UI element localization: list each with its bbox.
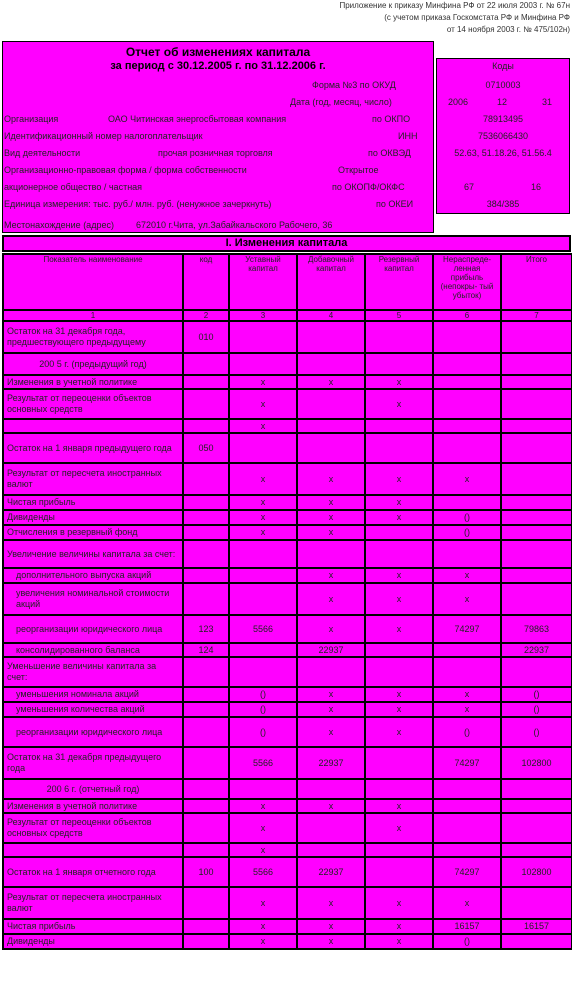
codes-title: Коды bbox=[492, 61, 514, 71]
row-value: x bbox=[297, 887, 365, 919]
row-value: x bbox=[297, 702, 365, 717]
table-row bbox=[3, 389, 572, 419]
row-value: x bbox=[365, 463, 433, 495]
row-value bbox=[501, 433, 572, 463]
row-label: Чистая прибыль bbox=[3, 495, 183, 510]
row-code bbox=[183, 568, 229, 583]
row-value bbox=[229, 540, 297, 568]
row-value bbox=[501, 568, 572, 583]
row-value: x bbox=[229, 375, 297, 389]
row-value: 79863 bbox=[501, 615, 572, 643]
row-value: 22937 bbox=[297, 747, 365, 779]
row-value bbox=[433, 389, 501, 419]
order-note-line-2: (с учетом приказа Госкомстата РФ и Минфина РФ bbox=[384, 13, 570, 22]
row-code bbox=[183, 919, 229, 934]
row-value bbox=[365, 643, 433, 657]
row-value bbox=[501, 321, 572, 353]
row-value bbox=[365, 353, 433, 375]
row-value bbox=[297, 657, 365, 687]
table-row bbox=[3, 687, 572, 702]
table-row bbox=[3, 919, 572, 934]
col-retained-header: Нераспреде- ленная прибыль (непокры- тый убыток) bbox=[433, 254, 501, 310]
row-value: () bbox=[229, 717, 297, 747]
code-month: 12 bbox=[496, 97, 507, 107]
row-label: увеличения номинальной стоимости акций bbox=[3, 583, 183, 615]
row-value: x bbox=[365, 813, 433, 843]
row-value: x bbox=[365, 887, 433, 919]
table-row bbox=[3, 779, 572, 799]
ownership-value: Открытое bbox=[338, 165, 379, 175]
row-value bbox=[297, 540, 365, 568]
row-value bbox=[365, 657, 433, 687]
row-value: x bbox=[433, 687, 501, 702]
row-value: x bbox=[229, 463, 297, 495]
row-value: () bbox=[501, 702, 572, 717]
row-value bbox=[433, 813, 501, 843]
order-note bbox=[250, 0, 570, 36]
row-code bbox=[183, 389, 229, 419]
table-row bbox=[3, 843, 572, 857]
row-value bbox=[365, 857, 433, 887]
code-okfs: 16 bbox=[530, 182, 541, 192]
table-row bbox=[3, 375, 572, 389]
row-value bbox=[501, 389, 572, 419]
code-okpo: 78913495 bbox=[482, 114, 524, 124]
row-value: x bbox=[297, 375, 365, 389]
row-code bbox=[183, 813, 229, 843]
row-value bbox=[365, 843, 433, 857]
row-value: x bbox=[365, 510, 433, 525]
address-label: Местонахождение (адрес) bbox=[4, 220, 114, 230]
col-charter-header: Уставный капитал bbox=[229, 254, 297, 310]
row-value: 16157 bbox=[433, 919, 501, 934]
row-value: () bbox=[433, 525, 501, 540]
okei-label: по ОКЕИ bbox=[376, 199, 414, 209]
code-okei: 384/385 bbox=[486, 199, 520, 209]
row-value: x bbox=[229, 525, 297, 540]
column-number-row bbox=[3, 310, 572, 321]
row-value: x bbox=[433, 702, 501, 717]
date-label: Дата (год, месяц, число) bbox=[290, 97, 392, 107]
row-value bbox=[229, 583, 297, 615]
row-label: Остаток на 31 декабря предыдущего года bbox=[3, 747, 183, 779]
okpo-label: по ОКПО bbox=[372, 114, 411, 124]
row-value: () bbox=[501, 687, 572, 702]
row-label: Остаток на 31 декабря года, предшествующего предыдущему bbox=[3, 321, 183, 353]
row-label: Увеличение величины капитала за счет: bbox=[3, 540, 183, 568]
row-value bbox=[365, 419, 433, 433]
row-value bbox=[229, 643, 297, 657]
section-title: I. Изменения капитала bbox=[2, 235, 571, 252]
row-value: () bbox=[433, 934, 501, 949]
row-value: x bbox=[297, 525, 365, 540]
row-label: Отчисления в резервный фонд bbox=[3, 525, 183, 540]
row-value bbox=[297, 353, 365, 375]
row-label: Чистая прибыль bbox=[3, 919, 183, 934]
row-value bbox=[433, 540, 501, 568]
col-total-header: Итого bbox=[501, 254, 572, 310]
row-code bbox=[183, 687, 229, 702]
table-row bbox=[3, 813, 572, 843]
row-value: 22937 bbox=[297, 857, 365, 887]
row-label: 200 5 г. (предыдущий год) bbox=[3, 353, 183, 375]
row-value bbox=[501, 463, 572, 495]
address-value: 672010 г.Чита, ул.Забайкальского Рабочего, 36 bbox=[136, 220, 333, 230]
row-value bbox=[365, 433, 433, 463]
row-value bbox=[501, 934, 572, 949]
row-value bbox=[501, 657, 572, 687]
table-row bbox=[3, 702, 572, 717]
row-value: x bbox=[297, 919, 365, 934]
row-label bbox=[3, 419, 183, 433]
row-code bbox=[183, 495, 229, 510]
row-value: () bbox=[433, 510, 501, 525]
row-value: x bbox=[297, 717, 365, 747]
row-value bbox=[297, 813, 365, 843]
row-code bbox=[183, 540, 229, 568]
row-label: Изменения в учетной политике bbox=[3, 375, 183, 389]
table-row bbox=[3, 887, 572, 919]
row-label: Изменения в учетной политике bbox=[3, 799, 183, 813]
report-period: за период с 30.12.2005 г. по 31.12.2006 г. bbox=[110, 60, 326, 72]
row-label: дополнительного выпуска акций bbox=[3, 568, 183, 583]
row-value bbox=[501, 843, 572, 857]
row-value bbox=[501, 779, 572, 799]
row-value bbox=[433, 843, 501, 857]
row-value bbox=[501, 525, 572, 540]
row-value: x bbox=[433, 583, 501, 615]
inn-label: Идентификационный номер налогоплательщик bbox=[4, 131, 203, 141]
row-value: x bbox=[297, 568, 365, 583]
organization-label: Организация bbox=[4, 114, 59, 124]
row-value bbox=[501, 375, 572, 389]
row-value: x bbox=[365, 934, 433, 949]
col-number: 7 bbox=[501, 310, 572, 321]
row-value: x bbox=[229, 843, 297, 857]
row-value bbox=[433, 433, 501, 463]
col-number: 6 bbox=[433, 310, 501, 321]
col-indicator-header: Показатель наименование bbox=[3, 254, 183, 310]
row-code bbox=[183, 419, 229, 433]
row-label: Дивиденды bbox=[3, 510, 183, 525]
row-code bbox=[183, 353, 229, 375]
row-value: x bbox=[433, 887, 501, 919]
table-row bbox=[3, 540, 572, 568]
table-row bbox=[3, 657, 572, 687]
row-value: 22937 bbox=[501, 643, 572, 657]
row-value: x bbox=[297, 510, 365, 525]
row-code bbox=[183, 779, 229, 799]
row-value: x bbox=[433, 463, 501, 495]
row-value bbox=[365, 779, 433, 799]
row-value bbox=[433, 799, 501, 813]
row-value: 5566 bbox=[229, 615, 297, 643]
row-code: 123 bbox=[183, 615, 229, 643]
unit-label: Единица измерения: тыс. руб./ млн. руб. (ненужное зачеркнуть) bbox=[4, 199, 272, 209]
row-value: () bbox=[229, 687, 297, 702]
row-value: x bbox=[229, 934, 297, 949]
row-value bbox=[297, 389, 365, 419]
row-value bbox=[433, 495, 501, 510]
row-value: x bbox=[365, 919, 433, 934]
report-title: Отчет об изменениях капитала bbox=[125, 45, 311, 59]
code-okud: 0710003 bbox=[485, 80, 521, 90]
row-value: x bbox=[229, 919, 297, 934]
row-code bbox=[183, 799, 229, 813]
table-row bbox=[3, 525, 572, 540]
row-value: x bbox=[297, 463, 365, 495]
capital-table bbox=[2, 253, 572, 950]
legal-form-label: Организационно-правовая форма / форма собственности bbox=[4, 165, 247, 175]
row-code: 100 bbox=[183, 857, 229, 887]
table-row bbox=[3, 353, 572, 375]
row-value bbox=[229, 433, 297, 463]
row-value bbox=[229, 657, 297, 687]
row-code: 124 bbox=[183, 643, 229, 657]
row-value bbox=[501, 510, 572, 525]
order-note-line-3: от 14 ноября 2003 г. № 475/102н) bbox=[446, 25, 570, 34]
row-code bbox=[183, 843, 229, 857]
code-okopf: 67 bbox=[463, 182, 474, 192]
row-label: консолидированного баланса bbox=[3, 643, 183, 657]
table-row bbox=[3, 717, 572, 747]
row-value bbox=[501, 813, 572, 843]
organization-name: ОАО Читинская энергосбытовая компания bbox=[108, 114, 287, 124]
row-value: 74297 bbox=[433, 857, 501, 887]
table-header-row bbox=[3, 254, 572, 310]
row-value: x bbox=[229, 510, 297, 525]
row-label: Результат от пересчета иностранных валют bbox=[3, 463, 183, 495]
row-label: реорганизации юридического лица bbox=[3, 615, 183, 643]
row-value: x bbox=[297, 934, 365, 949]
row-code bbox=[183, 747, 229, 779]
table-row bbox=[3, 799, 572, 813]
row-label: уменьшения количества акций bbox=[3, 702, 183, 717]
row-value bbox=[433, 353, 501, 375]
row-value bbox=[501, 495, 572, 510]
activity-value: прочая розничная торговля bbox=[158, 148, 273, 158]
col-reserve-header: Резервный капитал bbox=[365, 254, 433, 310]
form-okud-label: Форма №3 по ОКУД bbox=[312, 80, 396, 90]
row-label: 200 6 г. (отчетный год) bbox=[3, 779, 183, 799]
row-value: x bbox=[229, 813, 297, 843]
row-label: Результат от пересчета иностранных валют bbox=[3, 887, 183, 919]
row-label: Дивиденды bbox=[3, 934, 183, 949]
row-value: x bbox=[433, 568, 501, 583]
row-value: x bbox=[297, 799, 365, 813]
table-row bbox=[3, 463, 572, 495]
row-value: x bbox=[229, 495, 297, 510]
inn-short-label: ИНН bbox=[398, 131, 418, 141]
table-row bbox=[3, 857, 572, 887]
table-row bbox=[3, 583, 572, 615]
row-label: уменьшения номинала акций bbox=[3, 687, 183, 702]
row-code: 010 bbox=[183, 321, 229, 353]
row-label: реорганизации юридического лица bbox=[3, 717, 183, 747]
row-value bbox=[501, 419, 572, 433]
row-value bbox=[501, 353, 572, 375]
row-code bbox=[183, 525, 229, 540]
row-value: x bbox=[297, 687, 365, 702]
table-row bbox=[3, 495, 572, 510]
row-value: 102800 bbox=[501, 747, 572, 779]
table-row bbox=[3, 321, 572, 353]
row-code bbox=[183, 583, 229, 615]
row-value bbox=[433, 779, 501, 799]
row-value: () bbox=[433, 717, 501, 747]
row-value bbox=[229, 568, 297, 583]
col-code-header: код bbox=[183, 254, 229, 310]
row-value: 16157 bbox=[501, 919, 572, 934]
table-row bbox=[3, 643, 572, 657]
row-value: x bbox=[365, 702, 433, 717]
row-value bbox=[433, 419, 501, 433]
table-row bbox=[3, 934, 572, 949]
row-value: x bbox=[365, 568, 433, 583]
row-value: 102800 bbox=[501, 857, 572, 887]
row-value bbox=[365, 321, 433, 353]
row-value: x bbox=[365, 687, 433, 702]
row-value bbox=[433, 375, 501, 389]
row-value bbox=[229, 353, 297, 375]
row-code bbox=[183, 702, 229, 717]
col-number: 1 bbox=[3, 310, 183, 321]
col-number: 3 bbox=[229, 310, 297, 321]
col-additional-header: Добавочный капитал bbox=[297, 254, 365, 310]
code-year: 2006 bbox=[447, 97, 469, 107]
row-value: x bbox=[365, 375, 433, 389]
row-value: () bbox=[229, 702, 297, 717]
row-label: Остаток на 1 января отчетного года bbox=[3, 857, 183, 887]
row-value: x bbox=[365, 717, 433, 747]
row-label: Остаток на 1 января предыдущего года bbox=[3, 433, 183, 463]
row-value: 74297 bbox=[433, 747, 501, 779]
row-value: x bbox=[229, 887, 297, 919]
row-code: 050 bbox=[183, 433, 229, 463]
col-number: 2 bbox=[183, 310, 229, 321]
row-value bbox=[229, 779, 297, 799]
legal-form-value: акционерное общество / частная bbox=[4, 182, 143, 192]
row-label: Уменьшение величины капитала за счет: bbox=[3, 657, 183, 687]
table-row bbox=[3, 419, 572, 433]
order-note-line-1: Приложение к приказу Минфина РФ от 22 июля 2003 г. № 67н bbox=[339, 1, 570, 10]
row-value: 22937 bbox=[297, 643, 365, 657]
table-row bbox=[3, 568, 572, 583]
row-value bbox=[297, 779, 365, 799]
row-label: Результат от переоценки объектов основных средств bbox=[3, 813, 183, 843]
row-value bbox=[365, 525, 433, 540]
row-value: x bbox=[297, 615, 365, 643]
row-code bbox=[183, 934, 229, 949]
row-code bbox=[183, 375, 229, 389]
row-value bbox=[297, 321, 365, 353]
code-inn: 7536066430 bbox=[477, 131, 529, 141]
row-value bbox=[297, 843, 365, 857]
row-value: 5566 bbox=[229, 857, 297, 887]
row-value: x bbox=[365, 615, 433, 643]
row-value: x bbox=[365, 495, 433, 510]
activity-label: Вид деятельности bbox=[4, 148, 81, 158]
row-value: x bbox=[365, 799, 433, 813]
row-code bbox=[183, 717, 229, 747]
row-code bbox=[183, 510, 229, 525]
code-day: 31 bbox=[541, 97, 552, 107]
row-code bbox=[183, 657, 229, 687]
row-value: x bbox=[297, 583, 365, 615]
row-value: x bbox=[229, 389, 297, 419]
row-value bbox=[433, 643, 501, 657]
row-value bbox=[433, 321, 501, 353]
table-row bbox=[3, 433, 572, 463]
row-value: x bbox=[297, 495, 365, 510]
okved-label: по ОКВЭД bbox=[368, 148, 411, 158]
row-value bbox=[229, 321, 297, 353]
row-value bbox=[297, 433, 365, 463]
row-code bbox=[183, 887, 229, 919]
row-value: x bbox=[229, 799, 297, 813]
row-value bbox=[433, 657, 501, 687]
row-value: x bbox=[229, 419, 297, 433]
row-value: x bbox=[365, 389, 433, 419]
row-value: x bbox=[365, 583, 433, 615]
row-value: 5566 bbox=[229, 747, 297, 779]
row-label bbox=[3, 843, 183, 857]
table-row bbox=[3, 747, 572, 779]
row-value bbox=[501, 799, 572, 813]
row-value bbox=[365, 540, 433, 568]
col-number: 4 bbox=[297, 310, 365, 321]
code-okved: 52.63, 51.18.26, 51.56.4 bbox=[454, 148, 552, 158]
row-value: 74297 bbox=[433, 615, 501, 643]
row-value bbox=[501, 583, 572, 615]
okopf-label: по ОКОПФ/ОКФС bbox=[332, 182, 405, 192]
table-row bbox=[3, 510, 572, 525]
row-value bbox=[365, 747, 433, 779]
row-value bbox=[501, 887, 572, 919]
table-row bbox=[3, 615, 572, 643]
row-label: Результат от переоценки объектов основных средств bbox=[3, 389, 183, 419]
row-value: () bbox=[501, 717, 572, 747]
row-value bbox=[297, 419, 365, 433]
row-value bbox=[501, 540, 572, 568]
row-code bbox=[183, 463, 229, 495]
col-number: 5 bbox=[365, 310, 433, 321]
